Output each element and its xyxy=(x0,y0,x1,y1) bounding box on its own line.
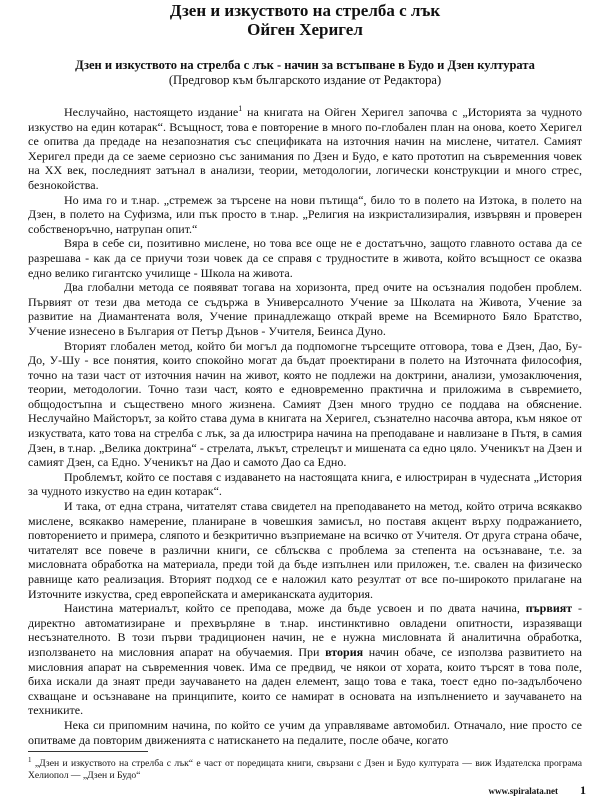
paragraph-5: Вторият глобален метод, който би могъл да подпомогне търсещите отговора, това е Дзен, Дао, Бу-До, У-Шу - все понятия, които спокойно могат да бъдат проектирани в полето на Източната философия, точно на тази част от източния начин на живот, която не подлежи на доктрини, анализи, умозаключения, теории, методологии. Точно тази част, която е едновременно практична и приложима в съвремието, общодостъпна и съществено много жизнена. Самият Дзен много трудно се поддава на обяснение. Неслучайно Майсторът, за който става дума в книгата на Херигел, съзнателно насочва автора, към някое от изкуствата, като това на стрелба с лък, за да илюстрира начина на преподаване и навлизане в Пътя, в самия Дзен, в т.нар. „Велика доктрина“ - стрелата, лъкът, стрелецът и мишената са едно цяло. Ученикът на Дзен и самият Дзен, са Едно. Ученикът на Дао и самото Дао са Едно. xyxy=(28,338,582,470)
section-heading: Дзен и изкуството на стрелба с лък - начин за встъпване в Будо и Дзен културата xyxy=(75,58,535,72)
book-author: Ойген Херигел xyxy=(247,20,363,39)
footnote-text: „Дзен и изкуството на стрелба с лък“ е част от поредицата книги, свързани с Дзен и Будо културата — виж Издателска програма Хелиопол — „Дзен и Будо“ xyxy=(28,758,582,781)
paragraph-6: Проблемът, който се поставя с издаването на настоящата книга, е илюстриран в чудесната „История за чудното изкуство на един котарак“. xyxy=(28,469,582,499)
body-text xyxy=(28,105,582,747)
paragraph-1: Неслучайно, настоящето издание$^1$ на книгата на Ойген Херигел започва с „Историята за чудното изкуство на един котарак“. Всъщност, това е повторение в много по-глобален план на онова, което Херигел се опитва да предаде на незапознатия със спецификата на източния начин на мислене, читател. Самият Херигел преди да се заеме сериозно със занимания по Дзен и Будо, е като прототип на съвременния човек на ХХ век, последният затънал в анализи, теории, методологии, логически конструкции и много стрес, безнокойства. xyxy=(28,104,582,192)
page-number: 1 xyxy=(580,783,586,797)
footnote-divider xyxy=(28,751,148,752)
emphasis-second: втория xyxy=(325,644,364,659)
emphasis-first: първият xyxy=(525,601,573,616)
section-subheading: (Предговор към българското издание от Редактора) xyxy=(168,73,442,87)
paragraph-4: Два глобални метода се появяват тогава на хоризонта, пред очите на осъзналия подобен проблем. Първият от тези два метода се съдържа в Универсалното Учение за Школата на Живота, Учение за развитие на Диамантената воля, Учение принадлежащо открай време на Всемирното Бяло Братство, Учение изнесено в България от Петър Дънов - Учителя, Беинса Дуно. xyxy=(28,280,582,338)
footnote-reference[interactable]: 1 xyxy=(238,104,243,113)
footnote-area xyxy=(28,751,582,781)
website-link[interactable]: www.spiralata.net xyxy=(488,786,558,796)
footnote xyxy=(28,758,582,781)
paragraph-3: Вяра в себе си, позитивно мислене, но това все още не е достатъчно, защото главното остава да се разрешава - как да се приучи този човек да се справя с трудностите в живота, който всъщност се оказва едно велико гигантско училище - Школа на живота. xyxy=(28,236,582,280)
paragraph-8: Наистина материалът, който се преподава, може да бъде усвоен и по двата начина, първият - директно автоматизиране и прехвърляне в т.нар. инстинктивно овладени опитности, изразяващи несъзнателното. В този първи традиционен начин, не е нужна мисловната й аналитична обработка, използването на мисловния апарат на обучаемия. При втория начин обаче, се използва развитието на мисловния апарат на съвременния човек. Има се предвид, че някои от хората, които търсят в това поле, биха искали да знаят преди заучаването на даден елемент, защо това е така, тоест едно по-задълбочено схващане и осъзнаване на принципите, които се намират в основата на изпълнението и заучаването на техниките. xyxy=(28,601,583,718)
footnote-mark: 1 xyxy=(28,756,32,764)
paragraph-7: И така, от една страна, читателят става свидетел на преподаването на метод, който отрича всякакво мислене, всякакво намерение, планиране в човешкия замисъл, но поставя акцент върху подражанието, повторението и примера, сляпото и безкритично възприемане на всичко от Учителя. От друга страна обаче, читателят все повече в различни книги, се сблъсква с проблема за степента на осъзнаване, т.е. за мисловната обработка на материала, преди той да бъде изпълнен или приложен, т.е. свален на физическо равнище като реализация. Вторият подход се е наложил като резултат от все по-широкото прилагане на Източните изкуства, сред европейската и американската аудитория. xyxy=(28,499,582,601)
paragraph-9: Нека си припомним начина, по който се учим да управляваме автомобил. Отначало, ние просто се опитваме да повторим движенията с натискането на педалите, после обаче, когато xyxy=(28,717,582,747)
paragraph-2: Но има го и т.нар. „стремеж за търсене на нови пътища“, било то в полето на Изтока, в полето на Дзен, в полето на Суфизма, или пък просто в т.нар. „Религия на изкристализиралия, извървян и проверен собственоръчно, натрупан опит.“ xyxy=(28,192,582,236)
book-title: Дзен и изкуството на стрелба с лък xyxy=(169,1,441,20)
